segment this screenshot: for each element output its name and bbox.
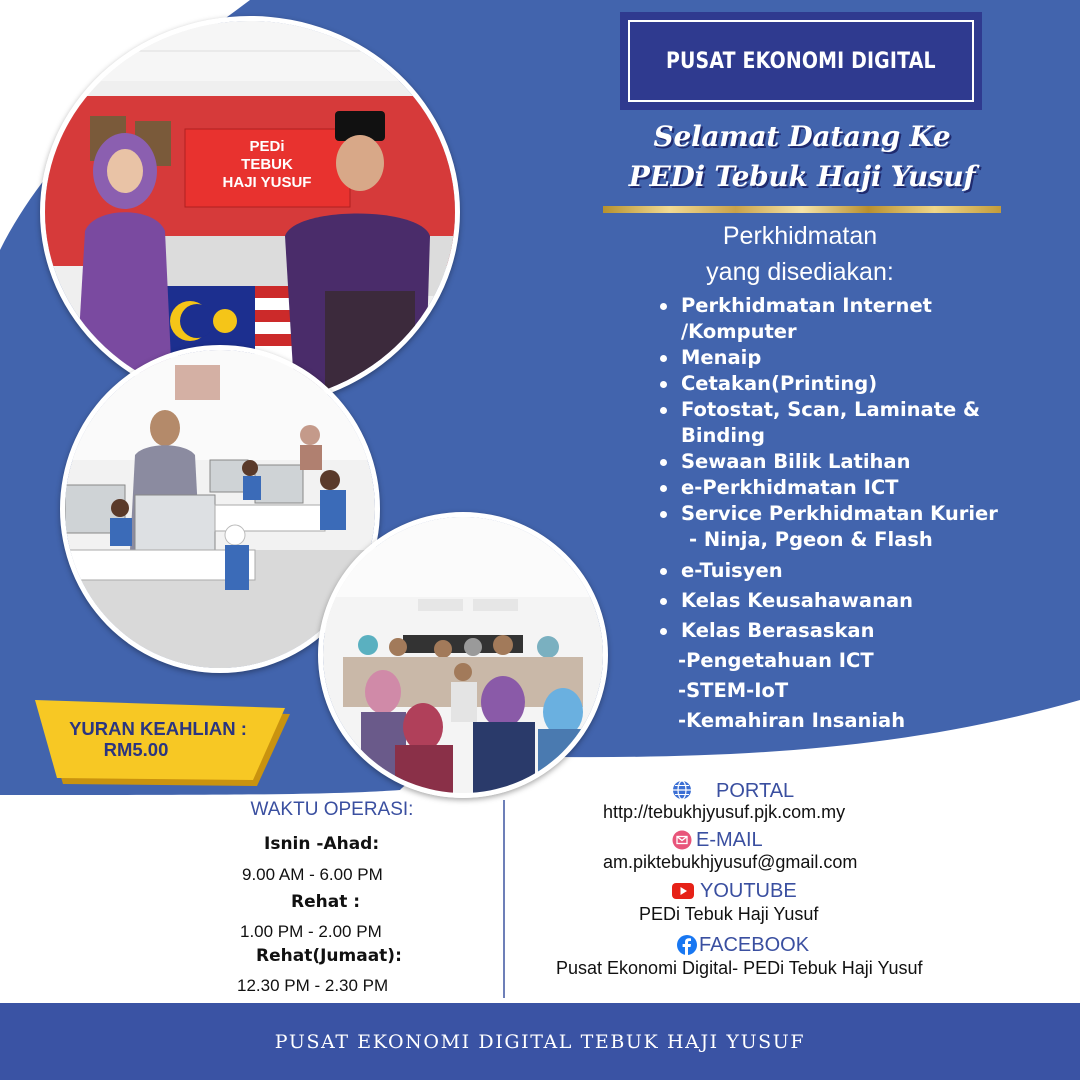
bullet-dot [660, 381, 667, 388]
service-item: Fotostat, Scan, Laminate & [681, 398, 981, 421]
youtube-label: YOUTUBE [700, 880, 797, 902]
bullet-dot [660, 303, 667, 310]
hours-friday-label: Rehat(Jumaat): [256, 946, 402, 966]
service-sub-item: -Pengetahuan ICT [678, 649, 874, 672]
service-sub-item: -Kemahiran Insaniah [678, 709, 906, 732]
facebook-link[interactable]: Pusat Ekonomi Digital- PEDi Tebuk Haji Yusuf [556, 958, 923, 978]
service-item: Perkhidmatan Internet [681, 294, 932, 317]
hours-days-label: Isnin -Ahad: [264, 834, 380, 854]
globe-icon [672, 780, 692, 800]
header-frame [628, 20, 974, 102]
membership-fee-amount: RM5.00 [103, 739, 169, 760]
service-item: Sewaan Bilik Latihan [681, 450, 911, 473]
service-item: e-Perkhidmatan ICT [681, 476, 899, 499]
bullet-dot [660, 355, 667, 362]
service-item: Kelas Keusahawanan [681, 589, 914, 612]
footer-banner [0, 1003, 1080, 1080]
hours-break-time: 1.00 PM - 2.00 PM [240, 922, 382, 941]
service-item-continued: Binding [681, 424, 765, 447]
column-divider [503, 800, 505, 998]
services-title-line-2: yang disediakan: [706, 258, 894, 286]
youtube-link[interactable]: PEDi Tebuk Haji Yusuf [639, 904, 819, 924]
office-sign-line-2: TEBUK [241, 156, 293, 173]
facebook-label: FACEBOOK [699, 934, 810, 956]
hours-break-label: Rehat : [291, 892, 361, 912]
membership-fee-label: YURAN KEAHLIAN : [69, 718, 247, 739]
facebook-icon [677, 935, 697, 955]
service-item: Kelas Berasaskan [681, 619, 875, 642]
bullet-dot [660, 598, 667, 605]
hours-days-time: 9.00 AM - 6.00 PM [242, 865, 383, 884]
welcome-line-2: PEDi Tebuk Haji Yusuf [628, 160, 976, 193]
office-sign-line-3: HAJI YUSUF [222, 174, 312, 191]
service-item: Cetakan(Printing) [681, 372, 878, 395]
service-sub-item: -STEM-IoT [678, 679, 789, 702]
bullet-dot [660, 407, 667, 414]
portal-link[interactable]: http://tebukhjyusuf.pjk.com.my [603, 802, 846, 822]
hours-friday-time: 12.30 PM - 2.30 PM [237, 976, 389, 995]
photo-office-staff-image [45, 21, 455, 403]
services-title-line-1: Perkhidmatan [722, 222, 878, 250]
gold-divider [603, 206, 1001, 213]
welcome-line-1: Selamat Datang Ke [653, 120, 951, 153]
bullet-dot [660, 628, 667, 635]
bullet-dot [660, 511, 667, 518]
office-sign-line-1: PEDi [249, 138, 285, 155]
email-label: E-MAIL [696, 829, 763, 851]
service-item-continued: - Ninja, Pgeon & Flash [689, 528, 933, 551]
service-item: Service Perkhidmatan Kurier [681, 502, 998, 525]
email-link[interactable]: am.piktebukhjyusuf@gmail.com [603, 852, 858, 872]
service-item: e-Tuisyen [681, 559, 783, 582]
bullet-dot [660, 459, 667, 466]
bullet-dot [660, 485, 667, 492]
youtube-icon [672, 883, 694, 899]
footer-title: PUSAT EKONOMI DIGITAL TEBUK HAJI YUSUF [274, 1030, 806, 1053]
photo-group-class-image [323, 517, 603, 793]
service-item: Menaip [681, 346, 762, 369]
service-item-continued: /Komputer [681, 320, 797, 343]
hours-title: WAKTU OPERASI: [250, 799, 414, 820]
mail-icon [672, 830, 692, 850]
header-banner [620, 12, 982, 110]
bullet-dot [660, 568, 667, 575]
header-title: PUSAT EKONOMI DIGITAL [666, 48, 936, 74]
portal-label: PORTAL [716, 780, 795, 802]
photo-group-class [318, 512, 608, 798]
